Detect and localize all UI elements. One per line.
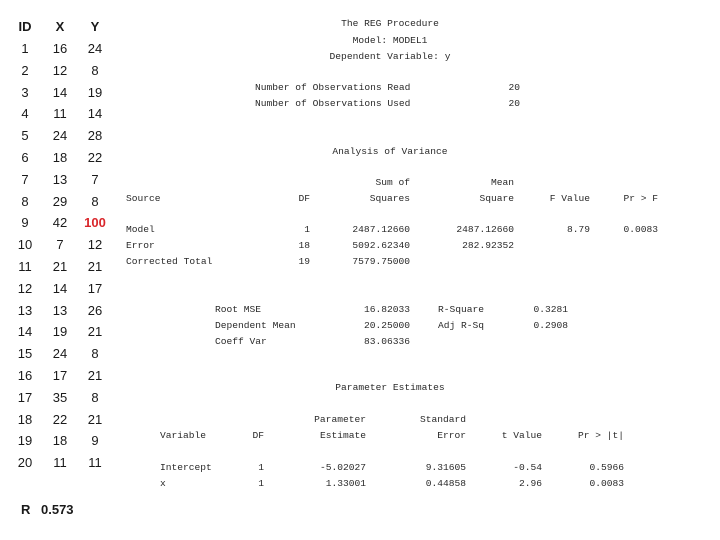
reg-title: The REG Procedure: [341, 18, 439, 29]
obs-read-value: 20: [508, 82, 520, 93]
reg-model: Model: MODEL1: [352, 35, 428, 46]
cell-y: 21: [87, 411, 103, 427]
cell-id: 14: [17, 324, 33, 340]
r-value: 0.573: [41, 502, 74, 517]
cell-id: 16: [17, 368, 33, 383]
anova-header-ms-top: Mean: [490, 177, 514, 188]
cell-y: 22: [87, 150, 103, 165]
anova-header-ss-top: Sum of: [375, 177, 410, 188]
anova-header-p: Pr > F: [623, 193, 658, 204]
anova-ss: 2487.12660: [352, 224, 410, 235]
cell-x: 18: [52, 433, 68, 449]
r-label: R: [21, 502, 31, 517]
fit-label: Coeff Var: [215, 336, 267, 347]
cell-id: 9: [21, 215, 29, 231]
cell-id: 6: [21, 150, 29, 165]
pe-t-value: 2.96: [518, 478, 542, 489]
cell-id: 17: [17, 389, 33, 405]
cell-x: 18: [52, 150, 68, 165]
cell-y: 11: [88, 455, 102, 471]
cell-x: 21: [52, 259, 68, 274]
obs-used-value: 20: [508, 98, 520, 109]
cell-y: 21: [87, 368, 103, 383]
anova-header-ss: Squares: [369, 193, 410, 204]
pe-estimate: 1.33001: [325, 478, 366, 489]
anova-df: 19: [298, 256, 310, 267]
anova-title: Analysis of Variance: [332, 146, 448, 157]
fit-label2: Adj R-Sq: [438, 320, 485, 331]
obs-read-label: Number of Observations Read: [255, 82, 411, 93]
cell-id: 2: [21, 62, 29, 78]
fit-value2: 0.2908: [533, 320, 568, 331]
cell-x: 16: [52, 41, 68, 56]
cell-id: 19: [17, 433, 33, 449]
anova-header-source: Source: [126, 193, 161, 204]
cell-y: 8: [91, 193, 99, 209]
cell-y: 21: [87, 259, 103, 274]
cell-y: 17: [87, 280, 103, 296]
pe-title: Parameter Estimates: [335, 382, 445, 393]
pe-t-value: -0.54: [513, 462, 542, 473]
cell-y: 26: [87, 302, 103, 318]
cell-id: 13: [17, 302, 33, 318]
header-x: X: [55, 19, 65, 34]
fit-value: 16.82033: [363, 304, 410, 315]
anova-header-ms: Square: [479, 193, 514, 204]
cell-y: 19: [87, 84, 103, 100]
header-id: ID: [18, 19, 32, 34]
anova-source: Error: [126, 240, 155, 251]
cell-y: 12: [87, 237, 103, 253]
cell-x: 42: [52, 215, 68, 231]
cell-id: 7: [21, 171, 29, 187]
pe-df: 1: [258, 478, 264, 489]
pe-p-value: 0.0083: [589, 478, 624, 489]
pe-header-df: DF: [252, 430, 264, 441]
fit-label2: R-Square: [438, 304, 485, 315]
cell-y: 9: [91, 433, 99, 449]
cell-y: 8: [91, 389, 99, 405]
cell-x: 14: [52, 84, 68, 100]
cell-id: 12: [17, 280, 33, 296]
anova-p: 0.0083: [623, 224, 658, 235]
anova-ms: 282.92352: [462, 240, 514, 251]
cell-x: 12: [52, 62, 68, 78]
cell-y: 100: [84, 215, 106, 231]
pe-header-est-top: Parameter: [314, 414, 366, 425]
cell-y: 24: [87, 41, 103, 56]
pe-header-p: Pr > |t|: [577, 430, 624, 441]
cell-id: 10: [17, 237, 33, 253]
cell-x: 7: [56, 237, 64, 253]
pe-header-est: Estimate: [319, 430, 366, 441]
cell-id: 11: [18, 259, 32, 274]
cell-id: 20: [17, 455, 33, 471]
cell-id: 3: [21, 84, 29, 100]
cell-y: 14: [87, 106, 103, 122]
cell-x: 14: [52, 280, 68, 296]
fit-value: 83.06336: [363, 336, 410, 347]
pe-std-error: 0.44858: [425, 478, 466, 489]
pe-header-se: Error: [437, 430, 466, 441]
cell-x: 24: [52, 346, 68, 362]
cell-y: 7: [91, 171, 99, 187]
anova-header-f: F Value: [549, 193, 590, 204]
fit-value2: 0.3281: [533, 304, 568, 315]
cell-y: 8: [91, 346, 99, 362]
cell-id: 18: [17, 411, 33, 427]
anova-df: 1: [304, 224, 310, 235]
pe-variable: Intercept: [160, 462, 212, 473]
pe-header-t: t Value: [501, 430, 542, 441]
cell-x: 19: [52, 324, 68, 340]
anova-source: Model: [126, 224, 155, 235]
anova-ms: 2487.12660: [456, 224, 514, 235]
cell-x: 11: [53, 455, 67, 471]
cell-id: 15: [17, 346, 33, 362]
cell-id: 4: [21, 106, 29, 122]
anova-header-df: DF: [298, 193, 310, 204]
cell-x: 35: [52, 389, 68, 405]
fit-value: 20.25000: [363, 320, 410, 331]
cell-x: 13: [52, 302, 68, 318]
obs-used-label: Number of Observations Used: [255, 98, 411, 109]
cell-id: 1: [21, 41, 29, 56]
pe-std-error: 9.31605: [425, 462, 466, 473]
pe-header-se-top: Standard: [419, 414, 466, 425]
cell-y: 8: [91, 62, 99, 78]
fit-label: Dependent Mean: [215, 320, 296, 331]
cell-x: 22: [52, 411, 68, 427]
cell-x: 11: [53, 106, 67, 122]
cell-y: 28: [87, 128, 103, 144]
cell-id: 8: [21, 193, 29, 209]
anova-df: 18: [298, 240, 310, 251]
cell-x: 29: [52, 193, 68, 209]
pe-variable: x: [160, 478, 166, 489]
anova-f: 8.79: [566, 224, 590, 235]
reg-dependent: Dependent Variable: y: [329, 51, 451, 62]
pe-estimate: -5.02027: [319, 462, 366, 473]
cell-y: 21: [87, 324, 103, 340]
cell-x: 17: [52, 368, 68, 383]
cell-id: 5: [21, 128, 29, 144]
fit-label: Root MSE: [215, 304, 262, 315]
cell-x: 13: [52, 171, 68, 187]
anova-ss: 7579.75000: [352, 256, 410, 267]
anova-ss: 5092.62340: [352, 240, 410, 251]
header-y: Y: [90, 19, 100, 34]
pe-p-value: 0.5966: [589, 462, 624, 473]
anova-source: Corrected Total: [126, 256, 213, 267]
pe-df: 1: [258, 462, 264, 473]
cell-x: 24: [52, 128, 68, 144]
pe-header-variable: Variable: [160, 430, 207, 441]
